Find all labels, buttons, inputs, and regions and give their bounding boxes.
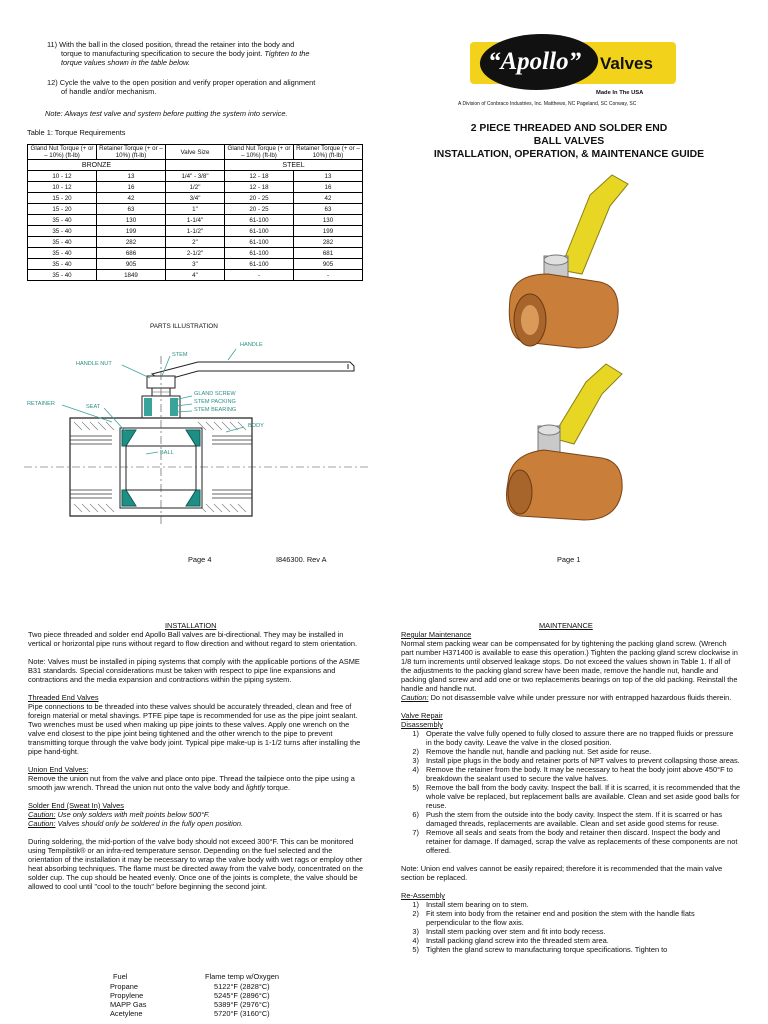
table-cell: - <box>294 270 363 281</box>
step-11 <box>47 40 372 67</box>
maintenance-heading <box>539 621 593 630</box>
table-cell: 16 <box>97 182 166 193</box>
threaded-heading: Threaded End Valves <box>28 693 99 702</box>
table-cell: 1-1/2" <box>166 226 225 237</box>
list-text: Operate the valve fully opened to fully closed to assure there are no trapped fluids or pressure in the body cavity. Leave the valve in the closed position. <box>426 729 734 747</box>
flame-header: Flame temp w/Oxygen <box>205 972 279 981</box>
list-item <box>401 900 741 909</box>
table-cell: 905 <box>97 259 166 270</box>
label-stem-bearing: STEM BEARING <box>194 407 237 413</box>
table-cell: 35 - 40 <box>28 226 97 237</box>
steel-label: STEEL <box>225 160 363 171</box>
list-number: 3) <box>412 927 419 936</box>
page-1-label: Page 1 <box>557 555 581 564</box>
col-valve-size: Valve Size <box>166 145 225 160</box>
table-cell: 42 <box>97 193 166 204</box>
title-line-3: INSTALLATION, OPERATION, & MAINTENANCE GUIDE <box>433 149 705 160</box>
list-item <box>401 936 741 945</box>
col-gland-bronze: Gland Nut Torque (+ or – 10%) (ft-lb) <box>28 145 97 160</box>
list-number: 3) <box>412 756 419 765</box>
installation-p1: Two piece threaded and solder end Apollo Ball valves are bi-directional. They may be installed in vertical or horizontal pipe runs without regard to flow direction and without regard to stem orientation. <box>28 630 358 648</box>
list-text: Push the stem from the outside into the body cavity. Inspect the stem. If it is scarred or has damaged threads, replacements are available. Clean and set aside good stems for reuse. <box>426 810 723 828</box>
reassembly-list <box>401 900 741 954</box>
table-cell: 1-1/4" <box>166 215 225 226</box>
table-cell: 61-100 <box>225 215 294 226</box>
guide-title <box>415 122 723 161</box>
table-cell: 686 <box>97 248 166 259</box>
maintenance-section <box>401 630 741 954</box>
step11-text-a: 11) With the ball in the closed position, thread the retainer into the body and <box>47 40 295 49</box>
label-handle-nut: HANDLE NUT <box>76 361 112 367</box>
label-stem-packing: STEM PACKING <box>194 399 236 405</box>
table-cell: - <box>225 270 294 281</box>
parts-title: PARTS ILLUSTRATION <box>150 323 218 330</box>
repair-heading: Valve Repair <box>401 711 443 720</box>
col-retainer-bronze: Retainer Torque (+ or – 10%) (ft-lb) <box>97 145 166 160</box>
division-line: A Division of Conbraco Industries, Inc. Matthews, NC Pageland, SC Conway, SC <box>458 101 637 107</box>
caution-text-2: Valves should only be soldered in the fully open position. <box>57 819 244 828</box>
table-cell: 63 <box>294 204 363 215</box>
caution-2 <box>28 819 366 828</box>
title-line-1: 2 PIECE THREADED AND SOLDER END <box>470 123 668 134</box>
list-text: Remove the handle nut, handle and packing nut. Set aside for reuse. <box>426 747 652 756</box>
regular-text: Normal stem packing wear can be compensated for by tightening the packing gland screw. (Wrench part number H371400 is available to ease this operation.) Tighten the packing gland screw clockwise in 1/8 turn increments until observed leakage stops. Do not exceed the values shown in Table 1. If all of the adjustments to the packing gland screw have been made, remove the handle nut, handle and packing gland screw and add one or two replacements bearings on top of the old packing. Reinstall the handle and handle nut. <box>401 639 738 693</box>
table-cell: 35 - 40 <box>28 237 97 248</box>
table-cell: 2" <box>166 237 225 248</box>
table-cell: 3" <box>166 259 225 270</box>
valve-photo-2 <box>490 362 670 532</box>
table-cell: 199 <box>294 226 363 237</box>
table-cell: 16 <box>294 182 363 193</box>
list-item <box>401 828 741 855</box>
table-cell: 63 <box>97 204 166 215</box>
step12-text-a: 12) Cycle the valve to the open position and verify proper operation and alignment <box>47 78 316 87</box>
union-text <box>28 774 366 792</box>
installation-p2: Note: Valves must be installed in piping systems that comply with the applicable portions of the ASME B31 standards. Special considerations must be taken with respect to pipe line expansions and contractions and the media expansion and contractions within the piping system. <box>28 657 360 684</box>
fuel-temp: 5245°F (2896°C) <box>214 991 270 1000</box>
table-row <box>28 259 363 270</box>
table-cell: 15 - 20 <box>28 193 97 204</box>
list-item <box>401 756 741 765</box>
fuel-row <box>110 991 310 1000</box>
list-item <box>401 783 741 810</box>
fuel-header: Fuel <box>113 972 128 981</box>
table-cell: 282 <box>294 237 363 248</box>
table-cell: 13 <box>97 171 166 182</box>
table-cell: 1/4" - 3/8" <box>166 171 225 182</box>
table-row <box>28 193 363 204</box>
regular-heading: Regular Maintenance <box>401 630 472 639</box>
caution-text-1: Use only solders with melt points below 500°F. <box>57 810 210 819</box>
list-number: 2) <box>412 909 419 918</box>
label-stem: STEM <box>172 352 188 358</box>
table-cell: 1/2" <box>166 182 225 193</box>
blank-cell <box>166 160 225 171</box>
list-number: 7) <box>412 828 419 837</box>
step12-text-b: of handle and/or mechanism. <box>61 87 157 96</box>
col-retainer-steel: Retainer Torque (+ or – 10%) (ft-lb) <box>294 145 363 160</box>
page-4-label: Page 4 <box>188 555 212 564</box>
label-seat: SEAT <box>86 404 101 410</box>
label-gland-screw: GLAND SCREW <box>194 391 236 397</box>
threaded-text: Pipe connections to be threaded into these valves should be accurately threaded, clean and free of foreign material or metal shavings. PTFE pipe tape is recommended for use as the pipe joint sealant. Two wrenches must be used when making up pipe joints to these valves. Apply one wrench on the valve end closest to the pipe joint being tightened and the other wrench to the pipe to prevent transmitting torque through the valve body joint. Typical pipe make-up is 1-1/2 turns after installing the pipe hand-tight. <box>28 702 361 756</box>
fuel-name: Acetylene <box>110 1009 143 1018</box>
list-text: Install pipe plugs in the body and retainer ports of NPT valves to prevent collapsing those areas. <box>426 756 740 765</box>
caution-label-2: Caution: <box>28 819 56 828</box>
union-text-b: lightly <box>246 783 265 792</box>
list-number: 1) <box>412 900 419 909</box>
table-cell: 42 <box>294 193 363 204</box>
table-cell: 905 <box>294 259 363 270</box>
list-text: Tighten the gland screw to manufacturing torque specifications. Tighten to <box>426 945 668 954</box>
apollo-logo: “Apollo” Valves <box>470 34 680 96</box>
table-cell: 35 - 40 <box>28 259 97 270</box>
table-cell: 12 - 18 <box>225 182 294 193</box>
list-item <box>401 909 741 927</box>
fuel-name: Propane <box>110 982 138 991</box>
reassembly-heading: Re-Assembly <box>401 891 445 900</box>
list-text: Install packing gland screw into the threaded stem area. <box>426 936 609 945</box>
list-number: 4) <box>412 936 419 945</box>
col-gland-steel: Gland Nut Torque (+ or – 10%) (ft-lb) <box>225 145 294 160</box>
handle-shape <box>152 362 354 381</box>
table-cell: 61-100 <box>225 226 294 237</box>
maint-caution <box>401 693 741 702</box>
step11-text-c: Tighten to the <box>264 49 310 58</box>
step11-text-d: torque values shown in the table below. <box>61 58 191 67</box>
list-item <box>401 945 741 954</box>
test-note: Note: Always test valve and system before putting the system into service. <box>45 109 288 118</box>
table-row <box>28 237 363 248</box>
valve-photo-1 <box>490 170 670 360</box>
bronze-label: BRONZE <box>28 160 166 171</box>
table-row <box>28 215 363 226</box>
table-cell: 4" <box>166 270 225 281</box>
fuel-name: MAPP Gas <box>110 1000 147 1009</box>
table-cell: 61-100 <box>225 259 294 270</box>
fuel-temp: 5720°F (3160°C) <box>214 1009 270 1018</box>
table-cell: 199 <box>97 226 166 237</box>
list-text: Install stem packing over stem and fit into body recess. <box>426 927 606 936</box>
table-cell: 35 - 40 <box>28 215 97 226</box>
table-cell: 15 - 20 <box>28 204 97 215</box>
list-text: Remove the ball from the body cavity. Inspect the ball. If it is scarred, it is recommended that the whole valve be replaced, but replacement balls are available. Clean and set aside good balls for reuse. <box>426 783 741 810</box>
caution-1 <box>28 810 366 819</box>
table-row <box>28 270 363 281</box>
logo-text: Apollo <box>500 48 569 75</box>
list-text: Install stem bearing on to stem. <box>426 900 529 909</box>
label-body: BODY <box>248 423 264 429</box>
label-ball: BALL <box>160 450 174 456</box>
installation-heading-text: INSTALLATION <box>165 621 217 630</box>
list-text: Remove all seals and seats from the body and retainer then discard. Inspect the body and retainer for damage. If damaged, scrap the valve as replacements of these components are not offered. <box>426 828 738 855</box>
table-cell: 282 <box>97 237 166 248</box>
list-number: 5) <box>412 783 419 792</box>
maint-caution-text: Do not disassemble valve while under pressure nor with entrapped hazardous fluids therein. <box>430 693 732 702</box>
installation-heading <box>165 621 216 630</box>
made-in-usa: Made In The USA <box>596 90 644 96</box>
table-cell: 1" <box>166 204 225 215</box>
table-cell: 20 - 25 <box>225 193 294 204</box>
union-text-a: Remove the union nut from the valve and place onto pipe. Thread the tailpiece onto the pipe using a smooth jaw wrench. Thread the union nut onto the valve body and <box>28 774 355 792</box>
logo-valves: Valves <box>600 54 653 73</box>
list-item <box>401 810 741 828</box>
table-cell: 61-100 <box>225 248 294 259</box>
list-item <box>401 747 741 756</box>
table-cell: 2-1/2" <box>166 248 225 259</box>
table-cell: 61-100 <box>225 237 294 248</box>
table-cell: 130 <box>97 215 166 226</box>
list-text: Remove the retainer from the body. It may be necessary to heat the body joint above 450°F to breakdown the sealant used to secure the valve halves. <box>426 765 733 783</box>
table-cell: 681 <box>294 248 363 259</box>
fuel-temp: 5389°F (2976°C) <box>214 1000 270 1009</box>
table-cell: 10 - 12 <box>28 171 97 182</box>
table-row <box>28 204 363 215</box>
step11-text-b: torque to manufacturing specification to secure the body joint. <box>61 49 263 58</box>
caution-label-1: Caution: <box>28 810 56 819</box>
solder-heading: Solder End (Sweat In) Valves <box>28 801 124 810</box>
table-row <box>28 182 363 193</box>
table-cell: 12 - 18 <box>225 171 294 182</box>
list-number: 5) <box>412 945 419 954</box>
union-heading: Union End Valves: <box>28 765 89 774</box>
fuel-name: Propylene <box>110 991 144 1000</box>
table-title: Table 1: Torque Requirements <box>27 128 126 137</box>
disassembly-list <box>401 729 741 855</box>
table-cell: 10 - 12 <box>28 182 97 193</box>
list-item <box>401 765 741 783</box>
list-number: 6) <box>412 810 419 819</box>
parts-illustration <box>22 336 372 536</box>
list-text: Fit stem into body from the retainer end and position the stem with the handle flats perpendicular to the flow axis. <box>426 909 695 927</box>
list-number: 2) <box>412 747 419 756</box>
list-number: 4) <box>412 765 419 774</box>
union-note: Note: Union end valves cannot be easily repaired; therefore it is recommended that the main valve section be replaced. <box>401 864 723 882</box>
table-row <box>28 171 363 182</box>
table-cell: 35 - 40 <box>28 270 97 281</box>
table-cell: 3/4" <box>166 193 225 204</box>
list-number: 1) <box>412 729 419 738</box>
table-cell: 13 <box>294 171 363 182</box>
table-row <box>28 226 363 237</box>
doc-code: I846300. Rev A <box>276 555 327 564</box>
table-cell: 130 <box>294 215 363 226</box>
fuel-row <box>110 1000 310 1009</box>
table-cell: 35 - 40 <box>28 248 97 259</box>
list-item <box>401 729 741 747</box>
disassembly-heading: Disassembly <box>401 720 443 729</box>
maint-caution-label: Caution: <box>401 693 429 702</box>
step-12 <box>47 78 372 96</box>
label-retainer: RETAINER <box>27 401 55 407</box>
table-cell: 20 - 25 <box>225 204 294 215</box>
table-row <box>28 248 363 259</box>
table-cell: 1849 <box>97 270 166 281</box>
fuel-table <box>110 982 310 1018</box>
solder-text: During soldering, the mid-portion of the valve body should not exceed 300°F. This can be monitored using Tempilstik® or an infra-red temperature sensor. Depending on the fuel selected and the orientation of the installation it may be necessary to wrap the valve body with wet rags or employ other heat absorbing techniques. The flame must be directed away from the valve body, concentrated on the solder cup. The cup should be heated evenly. Once one of the joints is complete, the valve should be allowed to cool until "cool to the touch" before beginning the second joint. <box>28 837 363 891</box>
label-handle: HANDLE <box>240 342 263 348</box>
fuel-row <box>110 1009 310 1018</box>
maintenance-heading-text: MAINTENANCE <box>539 621 593 630</box>
union-text-c: torque. <box>267 783 291 792</box>
list-item <box>401 927 741 936</box>
fuel-row <box>110 982 310 991</box>
title-line-2: BALL VALVES <box>533 136 605 147</box>
installation-section <box>28 630 366 900</box>
torque-table <box>27 144 363 281</box>
fuel-temp: 5122°F (2828°C) <box>214 982 270 991</box>
